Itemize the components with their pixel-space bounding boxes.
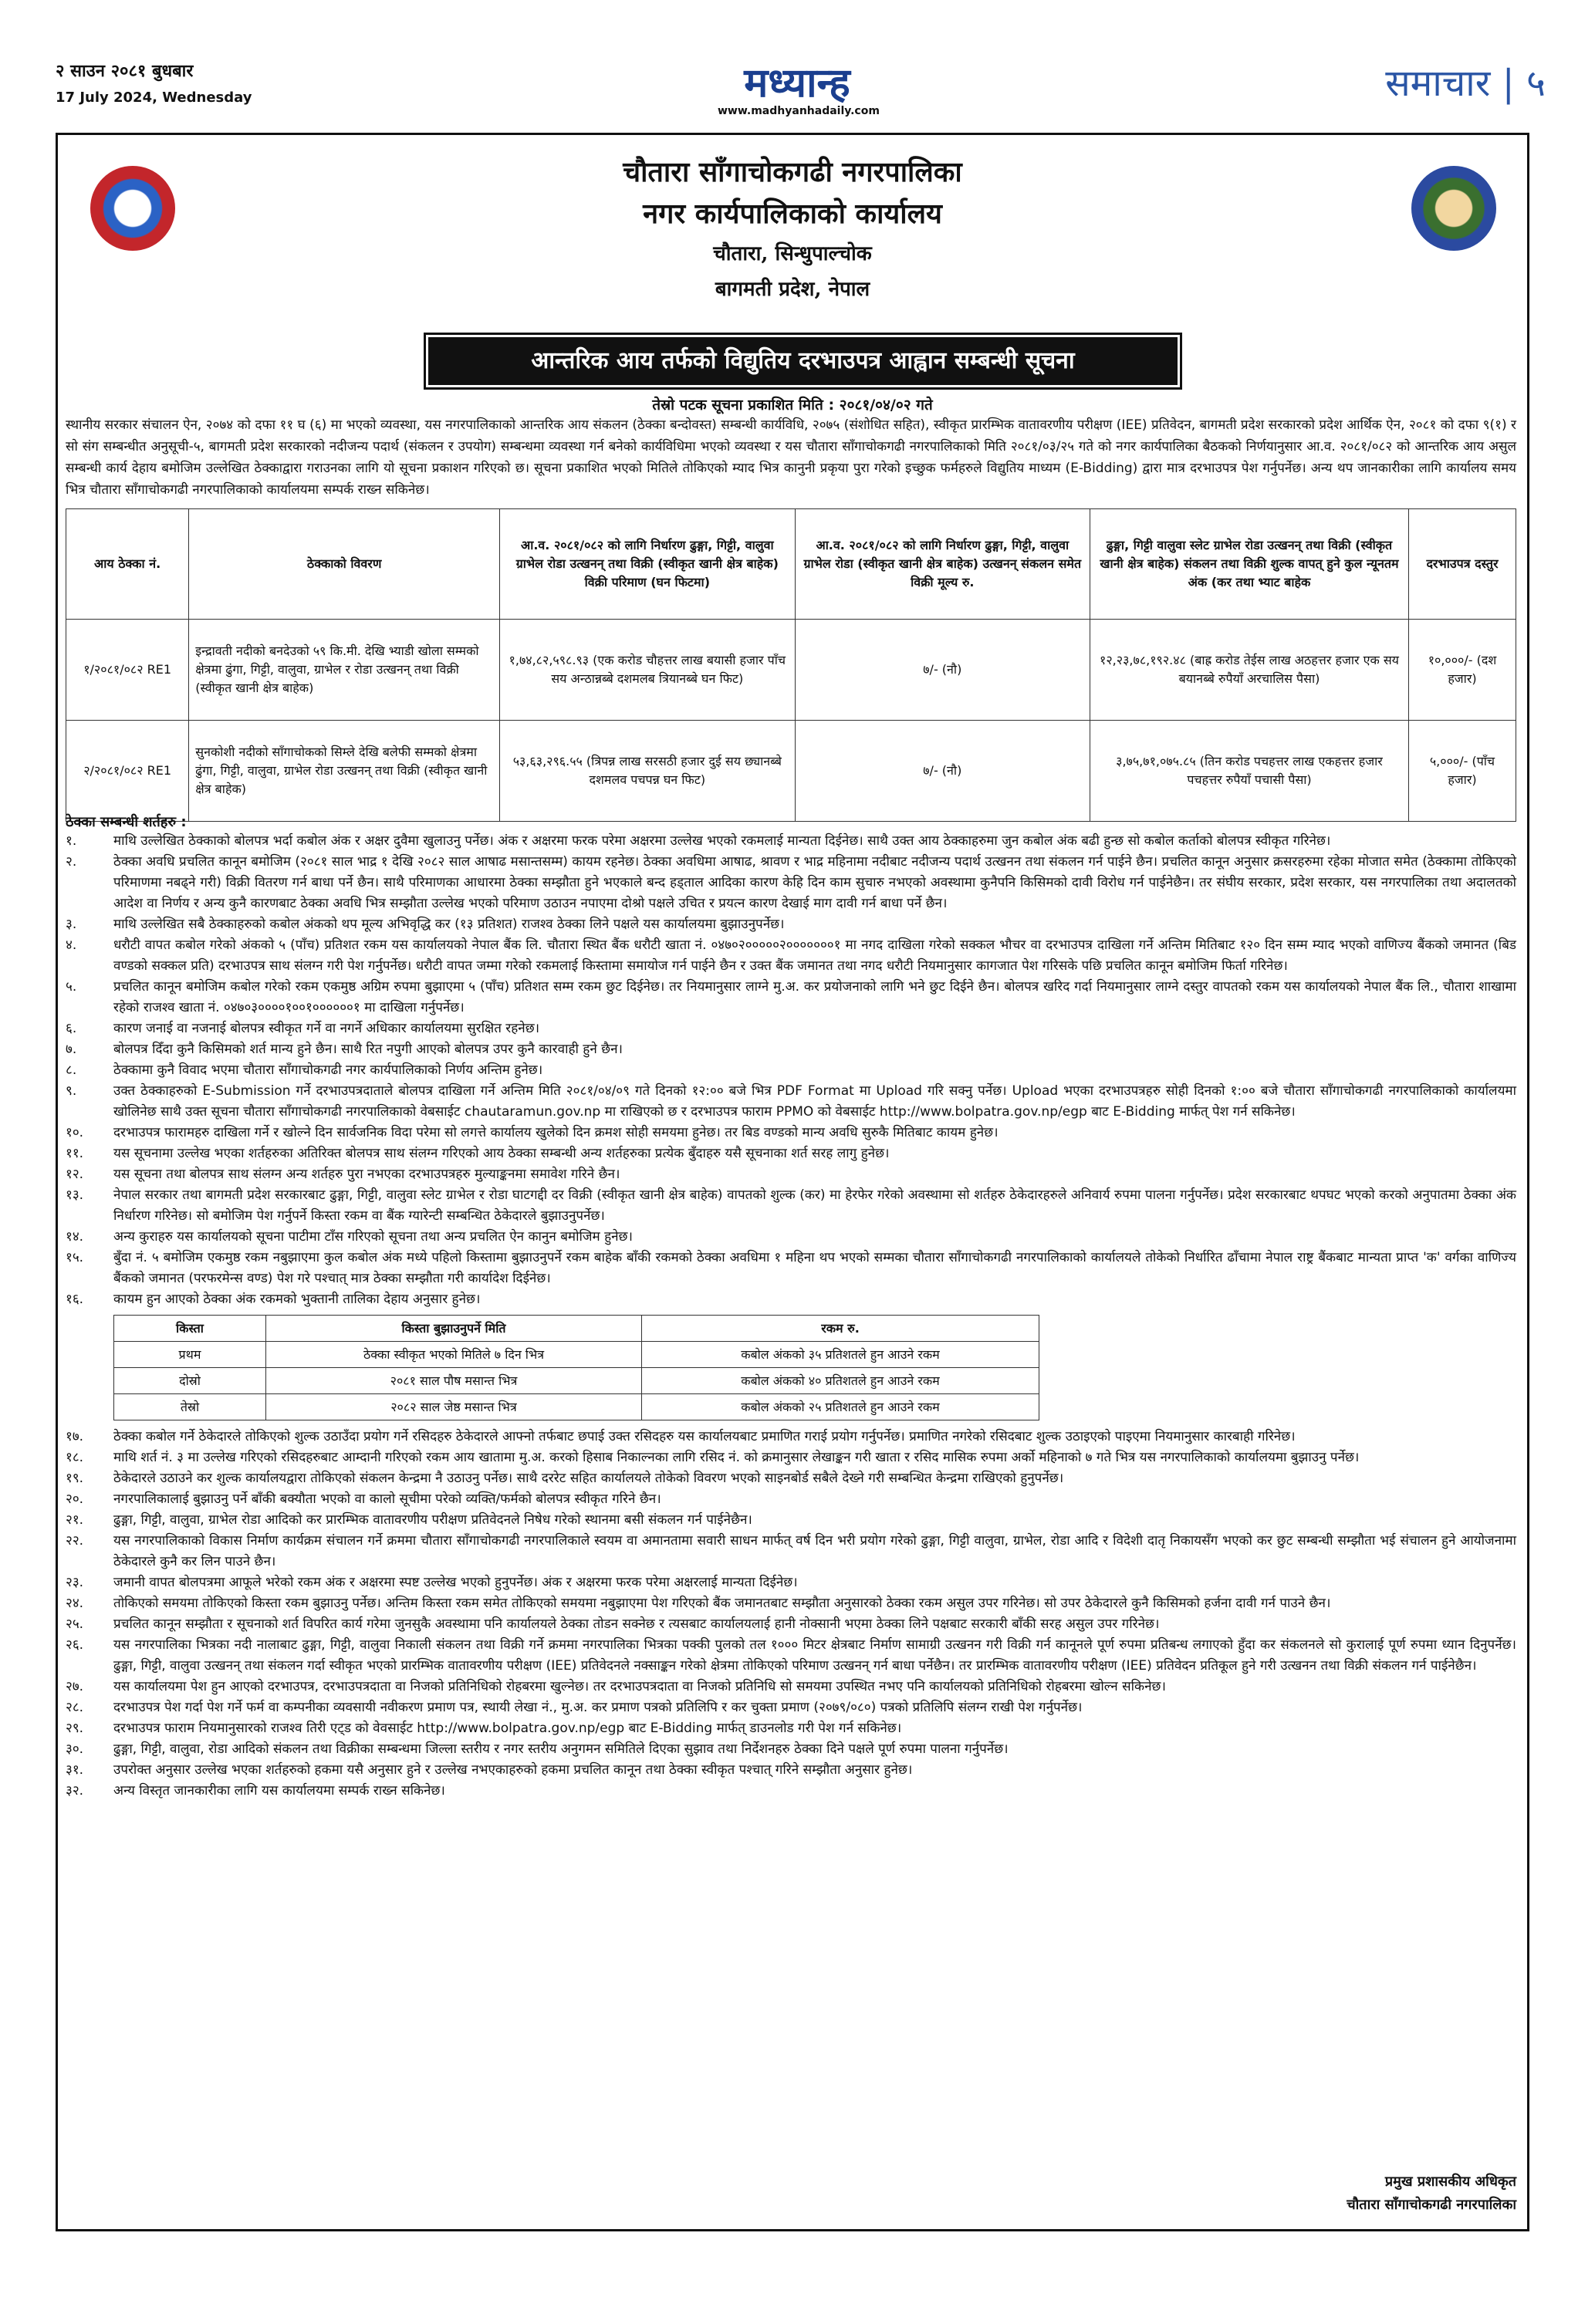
condition-item [66, 1489, 1516, 1510]
condition-item [66, 1635, 1516, 1677]
condition-item [66, 914, 1516, 935]
condition-text: दरभाउपत्र फारामहरु दाखिला गर्ने र खोल्ने दिन सार्वजनिक विदा परेमा सो लगत्ते कार्यालय खुलेको दिन क्रमश सोही समयमा हुनेछ। तर बिड वण्डको मान्य अवधि सुरुकै मितिबाट कायम हुनेछ। [113, 1125, 999, 1140]
condition-item [66, 1739, 1516, 1760]
condition-item [66, 1510, 1516, 1531]
condition-item [66, 831, 1516, 852]
signature-block [1347, 2170, 1516, 2217]
installment-date: ठेक्का स्वीकृत भएको मितिले ७ दिन भित्र [266, 1342, 642, 1368]
logo-text: मध्यान्ह [744, 59, 850, 106]
col-quantity: आ.व. २०८१/०८२ को लागि निर्धारण ढुङ्गा, गिट्टी, वालुवा ग्राभेल रोडा उत्खनन् तथा विक्री (स्वीकृत खानी क्षेत्र बाहेक) विक्री परिमाण (घन फिटमा) [500, 509, 795, 620]
condition-item [66, 1018, 1516, 1039]
col-minimum-amount: ढुङ्गा, गिट्टी वालुवा स्लेट ग्राभेल रोडा उत्खनन् तथा विक्री (स्वीकृत खानी क्षेत्र बाहेक) संकलन तथा विक्री शुल्क वापत् हुने कुल न्यूनतम अंक (कर तथा भ्याट बाहेक [1090, 509, 1409, 620]
cell-quantity: ५३,६३,२९६.५५ (त्रिपन्न लाख सरसठी हजार दुई सय छ्यानब्बे दशमलव पचपन्न घन फिट) [500, 721, 795, 822]
condition-item [66, 1123, 1516, 1143]
cell-contract-no: १/२०८१/०८२ RE1 [66, 620, 189, 721]
condition-number: २७. [66, 1679, 84, 1694]
condition-item [66, 1677, 1516, 1697]
cell-description: सुनकोशी नदीको साँगाचोकको सिम्ले देखि बलेफी सम्मको क्षेत्रमा ढुंगा, गिट्टी, वालुवा, ग्राभेल रोडा उत्खनन् तथा विक्री (स्वीकृत खानी क्षेत्र बाहेक) [189, 721, 500, 822]
condition-text: यस कार्यालयमा पेश हुन आएको दरभाउपत्र, दरभाउपत्रदाता वा निजको प्रतिनिधिको रोहबरमा खुल्नेछ। तर दरभाउपत्रदाता वा निजको प्रतिनिधि सो समयमा उपस्थित नभए पनि कार्यालयको प्रतिनिधिको रोहबरमा खोल्न सकिनेछ। [113, 1679, 1166, 1694]
installment-amount: कबोल अंकको २५ प्रतिशतले हुन आउने रकम [642, 1394, 1039, 1420]
condition-item [66, 1531, 1516, 1572]
condition-number: २१. [66, 1512, 84, 1528]
condition-number: २३. [66, 1575, 84, 1590]
conditions-title: ठेक्का सम्बन्धी शर्तहरु : [66, 814, 187, 830]
installment-table [113, 1315, 1039, 1420]
condition-number: ३०. [66, 1741, 84, 1757]
condition-text: यस नगरपालिकाको विकास निर्माण कार्यक्रम संचालन गर्ने क्रममा चौतारा साँगाचोकगढी नगरपालिकाले स्वयम वा अमानतामा सवारी साधन मार्फत् वर्ष दिन भरी प्रयोग गरेको ढुङ्गा, गिट्टी वालुवा, ग्राभेल, रोडा आदि र विदेशी दातृ निकायसँग भएको कर छुट सम्बन्धी सम्झौता भई संचालन हुने आयोजनामा ठेकेदारले कुनै कर लिन पाउने छैन। [113, 1533, 1516, 1569]
col-installment: किस्ता [114, 1316, 266, 1342]
table-header-row [66, 509, 1516, 620]
condition-number: ५. [66, 979, 77, 995]
condition-text: अन्य विस्तृत जानकारीका लागि यस कार्यालयमा सम्पर्क राख्न सकिनेछ। [113, 1783, 445, 1799]
condition-text: उपरोक्त अनुसार उल्लेख भएका शर्तहरुको हकमा यसै अनुसार हुने र उल्लेख नभएकाहरुको हकमा प्रचलित कानून तथा ठेक्का स्वीकृत पश्चात् गरिने सम्झौता अनुसार हुनेछ। [113, 1762, 913, 1778]
cell-fee: ५,०००/- (पाँच हजार) [1408, 721, 1516, 822]
condition-number: ३. [66, 917, 77, 932]
condition-text: कायम हुन आएको ठेक्का अंक रकमको भुक्तानी तालिका देहाय अनुसार हुनेछ। [113, 1292, 481, 1307]
condition-item [66, 1427, 1516, 1447]
installment-row [114, 1368, 1039, 1394]
condition-number: १५. [66, 1250, 84, 1265]
col-installment-date: किस्ता बुझाउनुपर्ने मिति [266, 1316, 642, 1342]
condition-item [66, 1289, 1516, 1310]
condition-text: जमानी वापत बोलपत्रमा आफूले भरेको रकम अंक र अक्षरमा स्पष्ट उल्लेख भएको हुनुपर्नेछ। अंक र अक्षरमा फरक परेमा अक्षरलाई मान्यता दिईनेछ। [113, 1575, 798, 1590]
condition-text: यस सूचना तथा बोलपत्र साथ संलग्न अन्य शर्तहरु पुरा नभएका दरभाउपत्रहरु मुल्याङ्कनमा समावेश गरिने छैन। [113, 1167, 620, 1182]
condition-number: १८. [66, 1450, 84, 1465]
condition-number: ७. [66, 1042, 77, 1057]
signatory-organization: चौतारा साँगाचोकगढी नगरपालिका [1347, 2197, 1516, 2213]
condition-number: १६. [66, 1292, 84, 1307]
condition-number: १०. [66, 1125, 84, 1140]
condition-number: ११. [66, 1146, 84, 1161]
table-row [66, 721, 1516, 822]
condition-number: ३२. [66, 1783, 84, 1799]
installment-amount: कबोल अंकको ४० प्रतिशतले हुन आउने रकम [642, 1368, 1039, 1394]
condition-text: तोकिएको समयमा तोकिएको किस्ता रकम बुझाउनु पर्नेछ। अन्तिम किस्ता रकम समेत तोकिएको समयमा नबुझाएमा पेश गरिएको बैंक जमानतबाट सम्झौता अनुसारको ठेक्का रकम असुल उपर गरिनेछ। सो उपर ठेकेदारले कुनै किसिमको हर्जना दावी गर्न पाउने छैन। [113, 1596, 1331, 1611]
installment-date: २०८१ साल पौष मसान्त भित्र [266, 1368, 642, 1394]
cell-quantity: १,७४,८२,५९८.९३ (एक करोड चौहत्तर लाख बयासी हजार पाँच सय अन्ठान्नब्बे दशमलब त्रियानब्बे घन फिट) [500, 620, 795, 721]
condition-number: २८. [66, 1700, 84, 1715]
col-installment-amount: रकम रु. [642, 1316, 1039, 1342]
condition-number: १३. [66, 1187, 84, 1203]
condition-text: ढुङ्गा, गिट्टी, वालुवा, रोडा आदिको संकलन तथा विक्रीका सम्बन्धमा जिल्ला स्तरीय र नगर स्तरीय अनुगमन समितिले दिएका सुझाव तथा निर्देशनहरु ठेक्का दिने पक्षले पूर्ण रुपमा पालना गर्नुपर्नेछ। [113, 1741, 1009, 1757]
date-nepali: २ साउन २०८१ बुधबार [56, 62, 194, 81]
condition-text: यस सूचनामा उल्लेख भएका शर्तहरुका अतिरिक्त बोलपत्र साथ संलग्न गरिएको आय ठेक्का सम्बन्धी अन्य शर्तहरुका प्रत्येक बुँदाहरु यसै सूचनाका शर्त सरह लागु हुनेछ। [113, 1146, 890, 1161]
condition-number: १२. [66, 1167, 84, 1182]
condition-item [66, 1227, 1516, 1248]
conditions-list [66, 831, 1516, 1802]
newspaper-logo[interactable] [718, 59, 880, 117]
condition-text: कारण जनाई वा नजनाई बोलपत्र स्वीकृत गर्ने वा नगर्ने अधिकार कार्यालयमा सुरक्षित रहनेछ। [113, 1021, 540, 1036]
publication-date: तेस्रो पटक सूचना प्रकाशित मिति : २०८१/०४/०२ गते [652, 397, 933, 414]
condition-number: २४. [66, 1596, 84, 1611]
condition-number: १९. [66, 1471, 84, 1486]
signatory-role: प्रमुख प्रशासकीय अधिकृत [1384, 2174, 1516, 2190]
installment-amount: कबोल अंकको ३५ प्रतिशतले हुन आउने रकम [642, 1342, 1039, 1368]
date-english: 17 July 2024, Wednesday [56, 90, 252, 106]
installment-date: २०८२ साल जेष्ठ मसान्त भित्र [266, 1394, 642, 1420]
condition-text: प्रचलित कानून बमोजिम कबोल गरेको रकम एकमुष्ठ अग्रिम रुपमा बुझाएमा ५ (पाँच) प्रतिशत सम्म रकम छुट दिईनेछ। तर नियमानुसार लाग्ने मु.अ. कर प्रयोजनाको लागि भने छुट दिईने छैन। बोलपत्र खरिद गर्दा नियमानुसार लाग्ने दस्तुर वापतको रकम यस कार्यालयको नेपाल बैंक लि., चौतारा शाखामा रहेको राजश्व खाता नं. ०४७०३००००१००१००००००१ मा दाखिला गर्नुपर्नेछ। [113, 979, 1516, 1015]
cell-minimum-amount: ३,७५,७१,०७५.८५ (तिन करोड पचहत्तर लाख एकहत्तर हजार पचहत्तर रुपैयाँ पचासी पैसा) [1090, 721, 1409, 822]
condition-text: प्रचलित कानून सम्झौता र सूचनाको शर्त विपरित कार्य गरेमा जुनसुकै अवस्थामा पनि कार्यालयले ठेक्का तोडन सक्नेछ र त्यसबाट कार्यालयलाई हानी नोक्सानी भएमा ठेक्का लिने पक्षबाट सरकारी बाँकी सरह असुल उपर गरिनेछ। [113, 1616, 1160, 1632]
condition-number: १७. [66, 1429, 84, 1444]
condition-text: माथि उल्लेखित सबै ठेक्काहरुको कबोल अंकको थप मूल्य अभिवृद्धि कर (१३ प्रतिशत) राजश्व ठेक्का लिने पक्षले यस कार्यालयमा बुझाउनुपर्नेछ। [113, 917, 785, 932]
header-office: नगर कार्यपालिकाको कार्यालय [643, 198, 942, 230]
tender-table [66, 508, 1516, 822]
col-contract-no: आय ठेक्का नं. [66, 509, 189, 620]
header-location: चौतारा, सिन्धुपाल्चोक [713, 242, 872, 265]
condition-text: उक्त ठेक्काहरुको E-Submission गर्ने दरभाउपत्रदाताले बोलपत्र दाखिला गर्ने अन्तिम मिति २०८१/०४/०९ गते दिनको १२:०० बजे भित्र PDF Format मा Upload गरि सक्नु पर्नेछ। Upload भएका दरभाउपत्रहरु सोही दिनको १:०० बजे चौतारा साँगाचोकगढी नगरपालिकाको कार्यालयमा खोलिनेछ साथै उक्त सूचना चौतारा साँगाचोकगढी नगरपालिकाको वेबसाईट chautaramun.gov.np मा राखिएको छ र दरभाउपत्र फाराम PPMO को वेबसाईट http://www.bolpatra.gov.np/egp बाट E-Bidding मार्फत् पेश गर्न सकिनेछ। [113, 1083, 1516, 1120]
condition-item [66, 1143, 1516, 1164]
condition-item [66, 1718, 1516, 1739]
condition-text: नेपाल सरकार तथा बागमती प्रदेश सरकारबाट ढुङ्गा, गिट्टी, वालुवा स्लेट ग्राभेल र रोडा घाटगद्दी दर विक्री (स्वीकृत खानी क्षेत्र बाहेक) वापतको शुल्क (कर) मा हेरफेर गरेको अवस्थामा सो शर्तहरु ठेकेदारहरुले अनिवार्य रुपमा पालना गर्नुपर्नेछ। प्रदेश सरकारबाट थपघट भएको करको अनुपातमा ठेक्का अंक निर्धारण गरिनेछ। सो बमोजिम पेश गर्नुपर्ने किस्ता रकम वा बैंक ग्यारेन्टी सम्बन्धित ठेकेदारले बुझाउनुपर्नेछ। [113, 1187, 1516, 1224]
section-label: समाचार | ५ [1385, 62, 1546, 105]
installment-row [114, 1342, 1039, 1368]
installment-header-row [114, 1316, 1039, 1342]
condition-item [66, 1572, 1516, 1593]
condition-number: ९. [66, 1083, 77, 1099]
header-province: बागमती प्रदेश, नेपाल [715, 278, 870, 301]
cell-minimum-amount: १२,२३,७८,१९२.४८ (बाह्र करोड तेईस लाख अठहत्तर हजार एक सय बयानब्बे रुपैयाँ अरचालिस पैसा) [1090, 620, 1409, 721]
condition-number: २. [66, 854, 77, 870]
installment-row [114, 1394, 1039, 1420]
condition-text: बुँदा नं. ५ बमोजिम एकमुष्ठ रकम नबुझाएमा कुल कबोल अंक मध्ये पहिलो किस्तामा बुझाउनुपर्ने रकम बाहेक बाँकी रकमको ठेक्का अवधिमा १ महिना थप भएको सम्मका चौतारा साँगाचोकगढी नगरपालिकाको कार्यालयले तोकेको निर्धारित ढाँचामा नेपाल राष्ट्र बैंकबाट मान्यता प्राप्त 'क' वर्गका वाणिज्य बैंकको जमानत (परफरमेन्स वण्ड) पेश गरे पश्चात् मात्र ठेक्का सम्झौता गरी कार्यादेश दिईनेछ। [113, 1250, 1516, 1286]
condition-text: ठेक्का कबोल गर्ने ठेकेदारले तोकिएको शुल्क उठाउँदा प्रयोग गर्ने रसिदहरु ठेकेदारले आफ्नो तर्फबाट छपाई उक्त रसिदहरु यस कार्यालयबाट प्रमाणित गराई प्रयोग गर्नुपर्नेछ। प्रमाणित नगरेको रसिदबाट शुल्क उठाइएको पाइएमा नियमानुसार कारबाही गरिनेछ। [113, 1429, 1296, 1444]
intro-paragraph: स्थानीय सरकार संचालन ऐन, २०७४ को दफा ११ घ (६) मा भएको व्यवस्था, यस नगरपालिकाको आन्तरिक आय संकलन (ठेक्का बन्दोवस्त) सम्बन्धी कार्यविधि, २०७५ (संशोधित सहित), स्वीकृत प्रारम्भिक वातावरणीय परीक्षण (IEE) प्रतिवेदन, बागमती प्रदेश सरकारको प्रदेश आर्थिक ऐन, २०८१ को दफा ९(१) र सो संग सम्बन्धीत अनुसूची-५, बागमती प्रदेश सरकारको नदीजन्य पदार्थ (संकलन र उपयोग) सम्बन्धमा व्यवस्था गर्न बनेको कार्यविधिमा भएको व्यवस्था र यस चौतारा साँगाचोकगढी नगरपालिकाको मिति २०८१/०३/२५ गते को नगर कार्यपालिका बैठकको निर्णयानुसार आ.व. २०८१/०८२ को आन्तरिक आय असुल सम्बन्धी कार्य देहाय बमोजिम उल्लेखित ठेक्काद्वारा गराउनका लागि यो सूचना प्रकाशन गरिएको छ। सूचना प्रकाशित भएको मितिले तोकिएको म्याद भित्र कानुनी प्रकृया पुरा गरेको इच्छुक फर्महरुले विद्युतिय माध्यम (E-Bidding) द्वारा मात्र दरभाउपत्र पेश गर्नुपर्नेछ। अन्य थप जानकारीका लागि कार्यालय समय भित्र चौतारा साँगाचोकगढी नगरपालिकाको कार्यालयमा सम्पर्क राख्न सकिनेछ। [66, 417, 1516, 498]
condition-item [66, 977, 1516, 1018]
cell-fee: १०,०००/- (दश हजार) [1408, 620, 1516, 721]
condition-text: ठेकेदारले उठाउने कर शुल्क कार्यालयद्वारा तोकिएको संकलन केन्द्रमा नै उठाउनु पर्नेछ। साथै दररेट सहित कार्यालयले तोकेको विवरण भएको साइनबोर्ड सबैले देख्ने गरी सम्बन्धित केन्द्रमा राखिएको हुनुपर्नेछ। [113, 1471, 1064, 1486]
condition-item [66, 1164, 1516, 1185]
condition-text: धरौटी वापत कबोल गरेको अंकको ५ (पाँच) प्रतिशत रकम यस कार्यालयको नेपाल बैंक लि. चौतारा स्थित बैंक धरौटी खाता नं. ०४७०२०००००२०००००००१ मा नगद दाखिला गरेको सक्कल भौचर वा दरभाउपत्र दाखिला गर्ने अन्तिम मितिबाट १२० दिन सम्म म्याद भएको वाणिज्य बैंकको जमानत (बिड वण्डको सक्कल प्रति) दरभाउपत्र साथ संलग्न गरी पेश गर्नुपर्नेछ। धरौटी वापत जम्मा गरेको रकमलाई किस्तामा समायोज गर्न पाईने छैन र उक्त बैंक जमानत तथा नगद धरौटी नियमानुसार कागजात पेश गरिसके पछि प्रचलित कानून बमोजिम फिर्ता गरिनेछ। [113, 937, 1516, 974]
condition-item [66, 1781, 1516, 1802]
col-description: ठेक्काको विवरण [189, 509, 500, 620]
header-municipality: चौतारा साँगाचोकगढी नगरपालिका [623, 156, 962, 188]
condition-number: २९. [66, 1721, 84, 1736]
table-row [66, 620, 1516, 721]
condition-item [66, 1081, 1516, 1123]
condition-item [66, 1185, 1516, 1227]
condition-number: २५. [66, 1616, 84, 1632]
condition-text: माथि उल्लेखित ठेक्काको बोलपत्र भर्दा कबोल अंक र अक्षर दुवैमा खुलाउनु पर्नेछ। अंक र अक्षरमा फरक परेमा अक्षरमा उल्लेख भएको रकमलाई मान्यता दिईनेछ। साथै उक्त आय ठेक्काहरुमा जुन कबोल अंक बढी हुन्छ सो कबोल कर्ताको बोलपत्र स्वीकृत गरिनेछ। [113, 833, 1331, 849]
col-fee: दरभाउपत्र दस्तुर [1408, 509, 1516, 620]
condition-item [66, 852, 1516, 914]
cell-contract-no: २/२०८१/०८२ RE1 [66, 721, 189, 822]
cell-rate: ७/- (नौ) [795, 721, 1090, 822]
condition-item [66, 1614, 1516, 1635]
condition-text: ठेक्का अवधि प्रचलित कानून बमोजिम (२०८१ साल भाद्र १ देखि २०८२ साल आषाढ मसान्तसम्म) कायम रहनेछ। ठेक्का अवधिमा आषाढ, श्रावण र भाद्र महिनामा नदीबाट नदीजन्य पदार्थ उत्खनन तथा संकलन गर्न पाईने छैन। प्रचलित कानून अनुसार क्रसरहरुमा रहेका मोजात समेत (ठेक्कामा तोकिएको परिमाणमा नबढ्ने गरी) विक्री वितरण गर्न बाधा पर्ने छैन। साथै परिमाणका आधारमा ठेक्का सम्झौता हुने भएकाले बन्द हड्ताल आदिका कारण केहि दिन काम सुचारु नभएको अवस्थामा कुनैपनि किसिमको दावी विरोध गर्न पाईनेछैन। तर संघीय सरकार, प्रदेश सरकार, यस नगरपालिका तथा अदालतको आदेश वा निर्णय र अन्य कुनै कारणबाट ठेक्का अवधि भित्र सम्झौता उल्लेख भएको परिमाण उठाउन नपाएमा दोश्रो पक्षले उचित र प्रयत्न कारण देखाई माग दावी गर्न बाधा पर्ने छैन। [113, 854, 1516, 911]
condition-text: माथि शर्त नं. ३ मा उल्लेख गरिएको रसिदहरुबाट आम्दानी गरिएको रकम आय खातामा मु.अ. करको हिसाब निकाल्नका लागि रसिद नं. को क्रमानुसार लेखाङ्कन गरी खाता र रसिद मासिक रुपमा अर्को महिनाको ७ गते भित्र यस नगरपालिकाको कार्यालयमा बुझाउनु पर्नेछ। [113, 1450, 1360, 1465]
cell-description: इन्द्रावती नदीको बनदेउको ५९ कि.मी. देखि भ्याडी खोला सम्मको क्षेत्रमा ढुंगा, गिट्टी, वालुवा, ग्राभेल र रोडा उत्खनन् तथा विक्री (स्वीकृत खानी क्षेत्र बाहेक) [189, 620, 500, 721]
condition-text: यस नगरपालिका भित्रका नदी नालाबाट ढुङ्गा, गिट्टी, वालुवा निकाली संकलन तथा विक्री गर्ने क्रममा नगरपालिका भित्रका पक्की पुलको तल १००० मिटर क्षेत्रबाट निर्माण सामाग्री उत्खनन गरी विक्री गर्न कानूनले पूर्ण रुपमा प्रतिबन्ध लगाएको हुँदा कर संकलनले सो कुरालाई पूर्ण रुपमा ध्यान दिनुपर्नेछ। ढुङ्गा, गिट्टी, वालुवा उत्खनन् तथा संकलन गर्दा स्वीकृत भएको प्रारम्भिक वातावरणीय परीक्षण (IEE) प्रतिवेदनले नक्साङ्कन गरेको क्षेत्रमा तोकिएको परिमाण उत्खनन् गर्न बाधा पर्नेछैन। तर प्रारम्भिक वातावरणीय परीक्षण (IEE) प्रतिवेदन प्रतिकूल हुने गरी उत्खनन तथा विक्री संकलन गर्न पाईनेछैन। [113, 1637, 1516, 1674]
notice-frame [56, 133, 1529, 2231]
condition-text: बोलपत्र दिँदा कुनै किसिमको शर्त मान्य हुने छैन। साथै रित नपुगी आएको बोलपत्र उपर कुनै कारवाही हुने छैन। [113, 1042, 623, 1057]
masthead [0, 0, 1595, 123]
condition-number: ६. [66, 1021, 77, 1036]
condition-text: ठेक्कामा कुनै विवाद भएमा चौतारा साँगाचोकगढी नगर कार्यपालिकाको निर्णय अन्तिम हुनेछ। [113, 1062, 543, 1078]
condition-text: दरभाउपत्र पेश गर्दा पेश गर्ने फर्म वा कम्पनीका व्यवसायी नवीकरण प्रमाण पत्र, स्थायी लेखा नं., मु.अ. कर प्रमाण पत्रको प्रतिलिपि र कर चुक्ता प्रमाण (२०७९/०८०) पत्रको प्रतिलिपि संलग्न राखी पेश गर्नुपर्नेछ। [113, 1700, 1083, 1715]
condition-text: दरभाउपत्र फाराम नियमानुसारको राजश्व तिरी एट्ड को वेवसाईट http://www.bolpatra.gov.np/egp बाट E-Bidding मार्फत् डाउनलोड गरी पेश गर्न सकिनेछ। [113, 1721, 902, 1736]
condition-number: २०. [66, 1491, 84, 1507]
col-rate: आ.व. २०८१/०८२ को लागि निर्धारण ढुङ्गा, गिट्टी, वालुवा ग्राभेल रोडा (स्वीकृत खानी क्षेत्र बाहेक) उत्खनन् संकलन समेत विक्री मूल्य रु. [795, 509, 1090, 620]
condition-number: १४. [66, 1229, 84, 1245]
condition-number: ४. [66, 937, 77, 953]
condition-number: २२. [66, 1533, 84, 1549]
condition-number: २६. [66, 1637, 84, 1653]
condition-item [66, 1593, 1516, 1614]
condition-text: ढुङ्गा, गिट्टी, वालुवा, ग्राभेल रोडा आदिको कर प्रारम्भिक वातावरणीय परीक्षण प्रतिवेदनले निषेध गरेको स्थानमा बसी संकलन गर्न पाईनेछैन। [113, 1512, 752, 1528]
condition-item [66, 935, 1516, 977]
condition-item [66, 1248, 1516, 1289]
condition-item [66, 1697, 1516, 1718]
logo-url[interactable]: www.madhyanhadaily.com [718, 105, 880, 117]
condition-item [66, 1468, 1516, 1489]
installment-name: तेस्रो [114, 1394, 266, 1420]
condition-number: ३१. [66, 1762, 84, 1778]
installment-name: दोस्रो [114, 1368, 266, 1394]
condition-item [66, 1039, 1516, 1060]
condition-item [66, 1060, 1516, 1081]
installment-name: प्रथम [114, 1342, 266, 1368]
condition-number: ८. [66, 1062, 77, 1078]
cell-rate: ७/- (नौ) [795, 620, 1090, 721]
condition-item [66, 1760, 1516, 1781]
condition-text: नगरपालिकालाई बुझाउनु पर्ने बाँकी बक्यौता भएको वा कालो सूचीमा परेको व्यक्ति/फर्मको बोलपत्र स्वीकृत गरिने छैन। [113, 1491, 661, 1507]
condition-text: अन्य कुराहरु यस कार्यालयको सूचना पाटीमा टाँस गरिएको सूचना तथा अन्य प्रचलित ऐन कानुन बमोजिम हुनेछ। [113, 1229, 633, 1245]
notice-title: आन्तरिक आय तर्फको विद्युतिय दरभाउपत्र आह्वान सम्बन्धी सूचना [428, 337, 1178, 385]
condition-item [66, 1447, 1516, 1468]
condition-number: १. [66, 833, 77, 849]
